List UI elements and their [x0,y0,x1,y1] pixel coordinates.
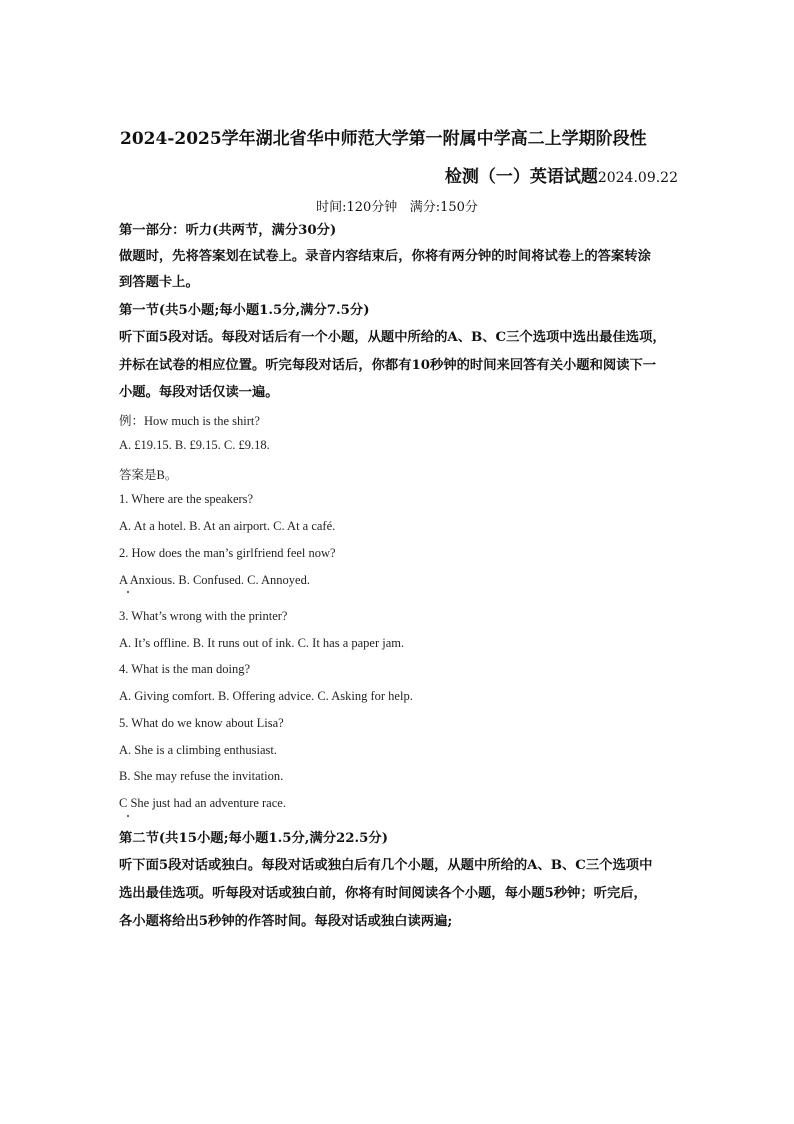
exam-title-suffix: 检测（一）英语试题 [444,167,598,187]
question-2-options: A Anxious. B. Confused. C. Annoyed. [119,573,310,587]
exam-meta [0,196,794,215]
print-dot [127,591,129,593]
print-dot [127,815,129,817]
part1-instruction-line: 到答题卡上。 [119,275,199,290]
question-5: 5. What do we know about Lisa? [119,716,284,730]
question-1: 1. Where are the speakers? [119,492,254,506]
exam-title-line-1: 2024-2025学年湖北省华中师范大学第一附属中学高二上学期阶段性 [120,129,647,149]
question-3-options: A. It’s offline. B. It runs out of ink. C. It has a paper jam. [119,636,405,650]
exam-time: 时间:120分钟 [316,200,398,215]
question-2: 2. How does the man’s girlfriend feel now? [119,546,336,560]
section1-instruction-line: 听下面5段对话。每段对话后有一个小题，从题中所给的A、B、C三个选项中选出最佳选项， [119,330,666,345]
example-answer: 答案是B。 [119,468,178,482]
part1-heading: 第一部分：听力(共两节，满分30分) [119,223,337,238]
section2-instruction-line: 各小题将给出5秒钟的作答时间。每段对话或独白读两遍; [119,914,453,929]
question-5-option-a: A. She is a climbing enthusiast. [119,743,277,757]
exam-title-line-2 [120,162,678,187]
question-5-option-b: B. She may refuse the invitation. [119,769,284,783]
section1-instruction-line: 小题。每段对话仅读一遍。 [119,385,279,400]
question-3: 3. What’s wrong with the printer? [119,609,288,623]
question-4-options: A. Giving comfort. B. Offering advice. C. Asking for help. [119,689,413,703]
question-5-option-c: C She just had an adventure race. [119,796,286,810]
question-1-options: A. At a hotel. B. At an airport. C. At a café. [119,519,336,533]
example-question: 例：How much is the shirt? [119,414,260,428]
section1-instruction-line: 并标在试卷的相应位置。听完每段对话后，你都有10秒钟的时间来回答有关小题和阅读下一 [119,358,657,373]
question-4: 4. What is the man doing? [119,662,250,676]
exam-score: 满分:150分 [409,200,478,215]
example-options: A. £19.15. B. £9.15. C. £9.18. [119,438,270,452]
exam-date: 2024.09.22 [597,170,678,186]
section1-heading: 第一节(共5小题;每小题1.5分,满分7.5分) [119,303,370,318]
section2-instruction-line: 选出最佳选项。听每段对话或独白前，你将有时间阅读各个小题，每小题5秒钟；听完后， [119,886,647,901]
section2-instruction-line: 听下面5段对话或独白。每段对话或独白后有几个小题，从题中所给的A、B、C三个选项中 [119,858,653,873]
part1-instruction-line: 做题时，先将答案划在试卷上。录音内容结束后，你将有两分钟的时间将试卷上的答案转涂 [119,249,651,264]
section2-heading: 第二节(共15小题;每小题1.5分,满分22.5分) [119,831,389,846]
